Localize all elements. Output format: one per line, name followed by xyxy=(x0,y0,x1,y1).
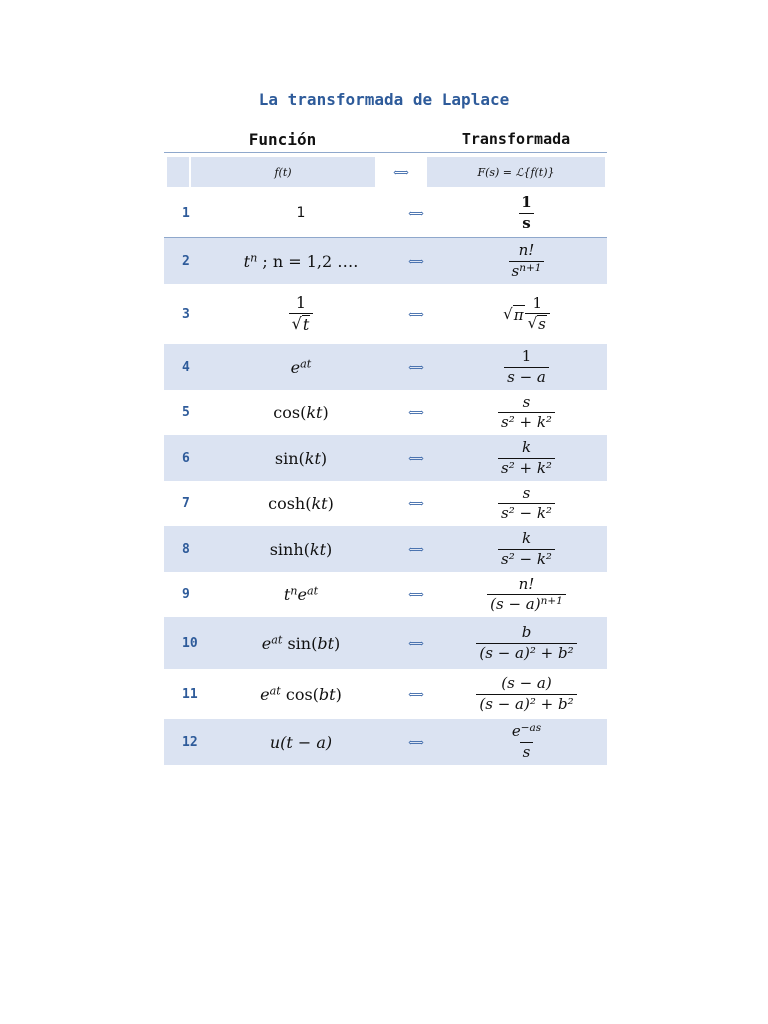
equivalence-arrow: ⟺ xyxy=(408,406,424,419)
laplace-table xyxy=(164,152,607,765)
table-row xyxy=(164,284,607,344)
transform-cell: $\frac{b}{\text{(s − a)² + b²}}$ xyxy=(446,624,607,662)
column-header-transform: Transformada xyxy=(461,130,571,148)
transform-cell: $\frac{s}{\text{s² − k²}}$ xyxy=(446,485,607,523)
row-number: 9 xyxy=(182,587,190,602)
page-title: La transformada de Laplace xyxy=(258,90,510,109)
table-header-row xyxy=(164,152,607,189)
transform-cell: $\frac{n!}{(s - a)^{n+1}}$ xyxy=(446,576,607,614)
function-cell: $e^{at}$ sin(bt) xyxy=(261,632,341,653)
equivalence-arrow: ⟺ xyxy=(408,588,424,601)
transform-cell: $\frac{k}{\text{s² + k²}}$ xyxy=(446,439,607,477)
table-row xyxy=(164,669,607,719)
table-row xyxy=(164,344,607,390)
table-row xyxy=(164,719,607,765)
function-cell: 1 xyxy=(296,205,306,221)
transform-cell: $\frac{1}{s - a}$ xyxy=(446,348,607,386)
table-row xyxy=(164,189,607,238)
function-cell: $e^{at}$ xyxy=(290,356,312,377)
header-Fs: F(s) = ℒ{f(t)} xyxy=(427,157,605,187)
equivalence-arrow: ⟺ xyxy=(408,497,424,510)
equivalence-arrow: ⟺ xyxy=(408,735,424,749)
row-number: 1 xyxy=(182,205,190,221)
transform-cell: √ π 1 √ s xyxy=(446,295,607,334)
function-cell: cosh(kt) xyxy=(268,494,334,513)
row-number: 11 xyxy=(182,686,198,702)
equivalence-arrow: ⟺ xyxy=(408,307,424,321)
transform-cell: $\frac{(s - a)}{\text{(s − a)² + b²}}$ xyxy=(446,675,607,713)
equivalence-arrow: ⟺ xyxy=(408,206,424,220)
equivalence-arrow: ⟺ xyxy=(408,687,424,701)
equivalence-arrow: ⟺ xyxy=(408,254,424,268)
table-row xyxy=(164,572,607,617)
row-number: 4 xyxy=(182,359,190,375)
header-ft: f(t) xyxy=(191,157,375,187)
equivalence-arrow: ⟺ xyxy=(408,636,424,650)
function-cell: u(t − a) xyxy=(269,732,333,752)
table-row xyxy=(164,481,607,526)
transform-cell: $\frac{1}{s}$ xyxy=(446,194,607,232)
equivalence-arrow: ⟺ xyxy=(408,542,424,556)
function-cell: $t^n$ ; n = 1,2 …. xyxy=(243,250,359,271)
function-cell: sinh(kt) xyxy=(269,539,333,559)
row-number: 10 xyxy=(182,635,198,651)
function-cell: cos(kt) xyxy=(273,403,329,422)
table-row xyxy=(164,617,607,669)
equivalence-arrow: ⟺ xyxy=(408,360,424,374)
row-number: 2 xyxy=(182,253,190,269)
table-row xyxy=(164,526,607,572)
row-number: 12 xyxy=(182,734,198,750)
row-number: 6 xyxy=(182,450,190,466)
row-number: 7 xyxy=(182,496,190,511)
transform-cell: $\frac{e^{-as}}{s}$ xyxy=(511,722,542,761)
transform-cell: $\frac{s}{\text{s² + k²}}$ xyxy=(446,394,607,432)
row-number: 5 xyxy=(182,405,190,420)
table-row xyxy=(164,238,607,284)
header-arrow: ⟺ xyxy=(393,165,409,179)
column-header-function: Función xyxy=(248,130,317,149)
transform-cell: $\frac{k}{\text{s² − k²}}$ xyxy=(446,530,607,568)
function-cell: $e^{at}$ cos(bt) xyxy=(260,683,342,704)
row-number: 8 xyxy=(182,541,190,557)
table-row xyxy=(164,390,607,435)
transform-cell: $\frac{n!}{s^{n+1}}$ xyxy=(446,242,607,280)
equivalence-arrow: ⟺ xyxy=(408,451,424,465)
function-cell: $t^ne^{at}$ xyxy=(283,584,319,604)
row-number: 3 xyxy=(182,306,190,322)
table-row xyxy=(164,435,607,481)
function-cell: 1 √ t xyxy=(216,294,386,335)
function-cell: sin(kt) xyxy=(274,448,328,468)
